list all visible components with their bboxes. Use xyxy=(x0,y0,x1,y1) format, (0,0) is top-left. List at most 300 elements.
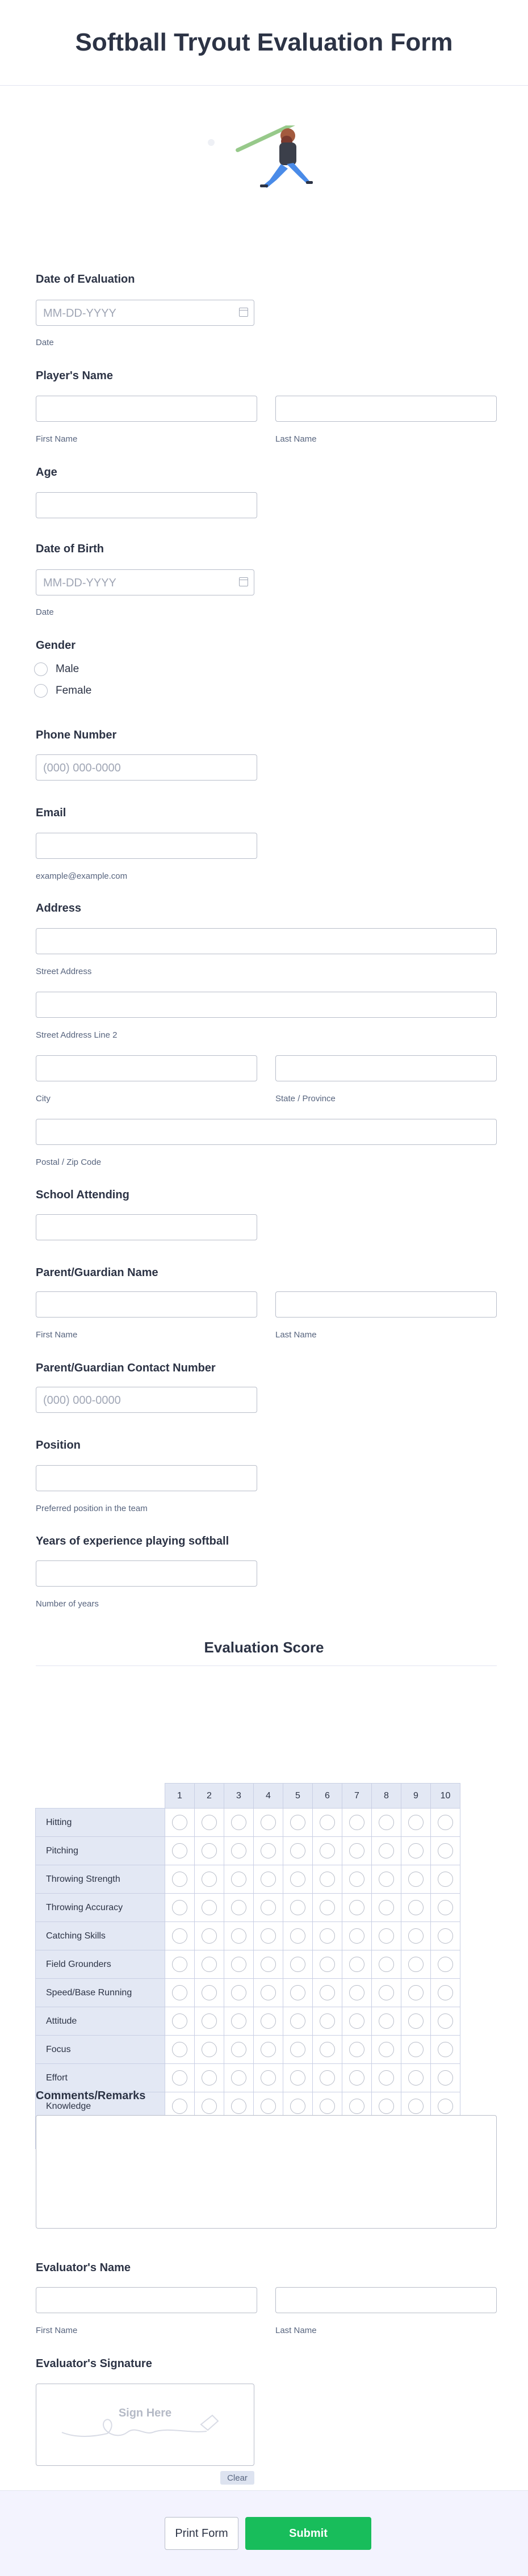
radio-icon[interactable] xyxy=(290,1957,305,1972)
matrix-cell[interactable] xyxy=(195,2036,224,2064)
evaluation-heading: Evaluation Score xyxy=(204,1639,324,1656)
radio-icon[interactable] xyxy=(261,1815,276,1830)
matrix-row xyxy=(36,1950,460,1979)
print-form-button[interactable]: Print Form xyxy=(165,2517,238,2550)
radio-icon[interactable] xyxy=(438,1843,453,1858)
calendar-icon[interactable] xyxy=(239,577,248,586)
gender-option-male[interactable] xyxy=(34,662,79,676)
matrix-cell[interactable] xyxy=(431,2064,460,2092)
radio-icon[interactable] xyxy=(320,1957,335,1972)
radio-icon[interactable] xyxy=(408,1843,424,1858)
radio-icon[interactable] xyxy=(349,1957,364,1972)
matrix-cell[interactable] xyxy=(195,1837,224,1865)
guardian-name-label: Parent/Guardian Name xyxy=(36,1266,158,1279)
radio-icon[interactable] xyxy=(290,2099,305,2114)
radio-icon[interactable] xyxy=(438,2013,453,2029)
matrix-cell[interactable] xyxy=(224,1894,254,1922)
radio-icon[interactable] xyxy=(290,1843,305,1858)
radio-icon[interactable] xyxy=(320,1872,335,1887)
radio-icon[interactable] xyxy=(438,2042,453,2057)
guardian-contact-label: Parent/Guardian Contact Number xyxy=(36,1362,216,1374)
matrix-cell[interactable] xyxy=(372,1950,401,1979)
radio-icon[interactable] xyxy=(261,2013,276,2029)
matrix-cell[interactable] xyxy=(195,1922,224,1950)
date-of-birth-placeholder: MM-DD-YYYY xyxy=(43,577,116,589)
radio-icon[interactable] xyxy=(408,1900,424,1915)
matrix-cell[interactable] xyxy=(283,1809,313,1837)
radio-icon[interactable] xyxy=(261,2042,276,2057)
position-sublabel: Preferred position in the team xyxy=(36,1504,148,1513)
matrix-cell[interactable] xyxy=(431,1894,460,1922)
matrix-cell[interactable] xyxy=(283,2036,313,2064)
guardian-last-name-input[interactable] xyxy=(275,1291,497,1318)
phone-input[interactable] xyxy=(36,754,257,781)
radio-icon[interactable] xyxy=(320,1985,335,2000)
radio-icon[interactable] xyxy=(290,1900,305,1915)
radio-icon[interactable] xyxy=(231,2070,246,2086)
matrix-cell[interactable] xyxy=(342,2036,372,2064)
matrix-cell[interactable] xyxy=(313,1950,342,1979)
radio-icon[interactable] xyxy=(202,1985,217,2000)
softball-batter-illustration xyxy=(202,125,332,191)
radio-icon[interactable] xyxy=(172,1872,187,1887)
radio-icon[interactable] xyxy=(202,1843,217,1858)
matrix-cell[interactable] xyxy=(224,1922,254,1950)
matrix-cell[interactable] xyxy=(224,1979,254,2007)
radio-icon[interactable] xyxy=(202,1900,217,1915)
matrix-row-label: Field Grounders xyxy=(36,1950,165,1979)
evaluator-last-name-input[interactable] xyxy=(275,2287,497,2313)
date-of-evaluation-placeholder: MM-DD-YYYY xyxy=(43,307,116,320)
radio-icon[interactable] xyxy=(202,2013,217,2029)
comments-textarea[interactable] xyxy=(36,2115,497,2229)
radio-icon[interactable] xyxy=(261,1843,276,1858)
matrix-cell[interactable] xyxy=(431,2036,460,2064)
matrix-cell[interactable] xyxy=(254,2036,283,2064)
radio-icon[interactable] xyxy=(290,1815,305,1830)
matrix-cell[interactable] xyxy=(372,1922,401,1950)
city-sublabel: City xyxy=(36,1094,51,1104)
radio-icon[interactable] xyxy=(172,2099,187,2114)
matrix-cell[interactable] xyxy=(165,1950,195,1979)
radio-icon[interactable] xyxy=(231,2099,246,2114)
matrix-row xyxy=(36,1865,460,1894)
radio-icon[interactable] xyxy=(172,1957,187,1972)
radio-icon[interactable] xyxy=(202,2070,217,2086)
matrix-cell[interactable] xyxy=(224,2036,254,2064)
radio-icon[interactable] xyxy=(408,2042,424,2057)
email-input[interactable] xyxy=(36,833,257,859)
radio-icon[interactable] xyxy=(320,2099,335,2114)
player-last-name-input[interactable] xyxy=(275,396,497,422)
radio-icon[interactable] xyxy=(202,1872,217,1887)
matrix-cell[interactable] xyxy=(195,1979,224,2007)
radio-icon[interactable] xyxy=(349,1815,364,1830)
matrix-cell[interactable] xyxy=(401,2007,431,2036)
matrix-cell[interactable] xyxy=(165,1809,195,1837)
matrix-cell[interactable] xyxy=(165,1979,195,2007)
radio-icon[interactable] xyxy=(438,2099,453,2114)
radio-icon[interactable] xyxy=(349,1900,364,1915)
matrix-row xyxy=(36,1894,460,1922)
matrix-cell[interactable] xyxy=(401,2036,431,2064)
radio-icon[interactable] xyxy=(349,2042,364,2057)
radio-icon[interactable] xyxy=(408,1872,424,1887)
matrix-cell[interactable] xyxy=(372,2064,401,2092)
matrix-cell[interactable] xyxy=(431,1865,460,1894)
matrix-cell[interactable] xyxy=(224,2064,254,2092)
radio-icon[interactable] xyxy=(349,1843,364,1858)
radio-icon[interactable] xyxy=(349,1872,364,1887)
matrix-cell[interactable] xyxy=(313,1979,342,2007)
matrix-cell[interactable] xyxy=(195,1894,224,1922)
matrix-cell[interactable] xyxy=(342,1809,372,1837)
matrix-row xyxy=(36,1979,460,2007)
matrix-cell[interactable] xyxy=(195,2064,224,2092)
radio-icon[interactable] xyxy=(261,1928,276,1944)
matrix-cell[interactable] xyxy=(283,1922,313,1950)
matrix-cell[interactable] xyxy=(165,1837,195,1865)
matrix-row-label: Focus xyxy=(36,2036,165,2064)
experience-input[interactable] xyxy=(36,1560,257,1587)
radio-icon[interactable] xyxy=(290,2013,305,2029)
matrix-cell[interactable] xyxy=(165,1865,195,1894)
radio-icon[interactable] xyxy=(261,1985,276,2000)
matrix-cell[interactable] xyxy=(313,2036,342,2064)
radio-icon[interactable] xyxy=(172,2013,187,2029)
radio-icon[interactable] xyxy=(349,1985,364,2000)
radio-icon[interactable] xyxy=(231,1900,246,1915)
radio-icon[interactable] xyxy=(408,2070,424,2086)
matrix-cell[interactable] xyxy=(165,1922,195,1950)
matrix-cell[interactable] xyxy=(431,1809,460,1837)
radio-icon[interactable] xyxy=(261,2070,276,2086)
guardian-last-name-sublabel: Last Name xyxy=(275,1330,317,1340)
radio-icon[interactable] xyxy=(438,1900,453,1915)
submit-button[interactable]: Submit xyxy=(245,2517,371,2550)
matrix-column-header: 5 xyxy=(283,1784,313,1809)
date-of-evaluation-label: Date of Evaluation xyxy=(36,273,135,286)
date-of-evaluation-input[interactable] xyxy=(36,300,254,326)
matrix-column-header: 9 xyxy=(401,1784,431,1809)
radio-icon[interactable] xyxy=(172,1928,187,1944)
radio-icon[interactable] xyxy=(231,1985,246,2000)
radio-icon[interactable] xyxy=(320,2042,335,2057)
guardian-first-name-sublabel: First Name xyxy=(36,1330,78,1340)
matrix-cell[interactable] xyxy=(372,1837,401,1865)
matrix-cell[interactable] xyxy=(313,1865,342,1894)
radio-icon[interactable] xyxy=(172,1985,187,2000)
matrix-cell[interactable] xyxy=(342,1894,372,1922)
matrix-cell[interactable] xyxy=(342,1979,372,2007)
radio-icon[interactable] xyxy=(349,1928,364,1944)
radio-icon[interactable] xyxy=(379,2013,394,2029)
matrix-cell[interactable] xyxy=(401,1950,431,1979)
matrix-cell[interactable] xyxy=(372,1979,401,2007)
radio-icon[interactable] xyxy=(231,1815,246,1830)
matrix-cell[interactable] xyxy=(195,1950,224,1979)
radio-icon[interactable] xyxy=(349,2099,364,2114)
radio-icon[interactable] xyxy=(320,2070,335,2086)
clear-signature-button[interactable]: Clear xyxy=(220,2471,254,2485)
matrix-cell[interactable] xyxy=(431,1837,460,1865)
matrix-row-label: Hitting xyxy=(36,1809,165,1837)
street-address-line2-input[interactable] xyxy=(36,992,497,1018)
matrix-cell[interactable] xyxy=(254,1894,283,1922)
evaluator-last-name-sublabel: Last Name xyxy=(275,2326,317,2335)
matrix-cell[interactable] xyxy=(195,1865,224,1894)
street-address-input[interactable] xyxy=(36,928,497,954)
city-input[interactable] xyxy=(36,1055,257,1081)
calendar-icon[interactable] xyxy=(239,308,248,317)
radio-icon[interactable] xyxy=(379,1843,394,1858)
radio-icon[interactable] xyxy=(320,1928,335,1944)
matrix-cell[interactable] xyxy=(283,2064,313,2092)
position-label: Position xyxy=(36,1439,81,1451)
radio-icon[interactable] xyxy=(379,1985,394,2000)
radio-icon[interactable] xyxy=(261,1872,276,1887)
school-input[interactable] xyxy=(36,1214,257,1240)
radio-icon[interactable] xyxy=(320,1900,335,1915)
radio-icon[interactable] xyxy=(172,1900,187,1915)
radio-icon[interactable] xyxy=(408,2013,424,2029)
matrix-cell[interactable] xyxy=(313,2007,342,2036)
matrix-cell[interactable] xyxy=(165,1894,195,1922)
radio-icon[interactable] xyxy=(290,1928,305,1944)
signature-pad[interactable] xyxy=(36,2384,254,2466)
evaluator-name-label: Evaluator's Name xyxy=(36,2262,131,2274)
radio-icon[interactable] xyxy=(261,1900,276,1915)
matrix-cell[interactable] xyxy=(431,1950,460,1979)
evaluator-first-name-input[interactable] xyxy=(36,2287,257,2313)
radio-icon[interactable] xyxy=(349,2070,364,2086)
matrix-row xyxy=(36,2036,460,2064)
radio-icon[interactable] xyxy=(172,2042,187,2057)
radio-icon[interactable] xyxy=(290,1872,305,1887)
matrix-cell[interactable] xyxy=(401,1865,431,1894)
matrix-column-header: 10 xyxy=(431,1784,460,1809)
matrix-cell[interactable] xyxy=(254,1979,283,2007)
matrix-cell[interactable] xyxy=(342,1922,372,1950)
radio-icon[interactable] xyxy=(172,1815,187,1830)
matrix-cell[interactable] xyxy=(165,2036,195,2064)
experience-label: Years of experience playing softball xyxy=(36,1535,229,1547)
matrix-cell[interactable] xyxy=(372,1894,401,1922)
radio-icon[interactable] xyxy=(438,1815,453,1830)
age-input[interactable] xyxy=(36,492,257,518)
radio-icon[interactable] xyxy=(290,1985,305,2000)
postal-code-input[interactable] xyxy=(36,1119,497,1145)
street-address-sublabel: Street Address xyxy=(36,967,92,976)
address-label: Address xyxy=(36,902,82,914)
matrix-column-header: 8 xyxy=(372,1784,401,1809)
matrix-cell[interactable] xyxy=(401,1809,431,1837)
matrix-cell[interactable] xyxy=(254,1950,283,1979)
matrix-row xyxy=(36,1922,460,1950)
guardian-first-name-input[interactable] xyxy=(36,1291,257,1318)
signature-placeholder: Sign Here xyxy=(118,2407,172,2419)
signature-label: Evaluator's Signature xyxy=(36,2357,152,2370)
radio-icon[interactable] xyxy=(202,1957,217,1972)
matrix-cell[interactable] xyxy=(372,2007,401,2036)
matrix-cell[interactable] xyxy=(224,1837,254,1865)
radio-icon[interactable] xyxy=(202,2099,217,2114)
radio-icon[interactable] xyxy=(231,2013,246,2029)
matrix-corner xyxy=(36,1784,165,1809)
experience-sublabel: Number of years xyxy=(36,1599,99,1609)
matrix-cell[interactable] xyxy=(254,1922,283,1950)
form-title: Softball Tryout Evaluation Form xyxy=(75,28,453,56)
phone-label: Phone Number xyxy=(36,729,117,741)
radio-icon[interactable] xyxy=(379,2099,394,2114)
matrix-cell[interactable] xyxy=(254,1809,283,1837)
radio-icon[interactable] xyxy=(320,1815,335,1830)
matrix-cell[interactable] xyxy=(313,2064,342,2092)
matrix-cell[interactable] xyxy=(431,1922,460,1950)
matrix-column-header: 1 xyxy=(165,1784,195,1809)
matrix-cell[interactable] xyxy=(254,2064,283,2092)
matrix-cell[interactable] xyxy=(165,2007,195,2036)
radio-icon[interactable] xyxy=(172,2070,187,2086)
matrix-cell[interactable] xyxy=(283,1950,313,1979)
matrix-cell[interactable] xyxy=(224,1865,254,1894)
radio-icon[interactable] xyxy=(231,1872,246,1887)
matrix-cell[interactable] xyxy=(372,1809,401,1837)
radio-icon[interactable] xyxy=(349,2013,364,2029)
guardian-contact-placeholder: (000) 000-0000 xyxy=(43,1394,121,1407)
matrix-cell[interactable] xyxy=(283,1837,313,1865)
matrix-cell[interactable] xyxy=(254,2007,283,2036)
matrix-row xyxy=(36,2064,460,2092)
radio-icon[interactable] xyxy=(379,1872,394,1887)
radio-icon[interactable] xyxy=(290,2070,305,2086)
matrix-cell[interactable] xyxy=(224,2007,254,2036)
matrix-cell[interactable] xyxy=(401,2064,431,2092)
matrix-cell[interactable] xyxy=(401,1922,431,1950)
radio-icon[interactable] xyxy=(320,2013,335,2029)
radio-icon[interactable] xyxy=(379,1815,394,1830)
matrix-column-header: 2 xyxy=(195,1784,224,1809)
radio-icon[interactable] xyxy=(202,1815,217,1830)
matrix-row-label: Speed/Base Running xyxy=(36,1979,165,2007)
radio-icon[interactable] xyxy=(231,2042,246,2057)
date-of-birth-input[interactable] xyxy=(36,569,254,595)
radio-icon[interactable] xyxy=(320,1843,335,1858)
radio-icon[interactable] xyxy=(379,1928,394,1944)
radio-icon[interactable] xyxy=(202,1928,217,1944)
radio-icon[interactable] xyxy=(34,662,48,676)
radio-icon[interactable] xyxy=(231,1843,246,1858)
matrix-cell[interactable] xyxy=(431,2007,460,2036)
state-sublabel: State / Province xyxy=(275,1094,336,1104)
matrix-cell[interactable] xyxy=(195,1809,224,1837)
date-of-birth-label: Date of Birth xyxy=(36,543,104,555)
matrix-cell[interactable] xyxy=(283,2007,313,2036)
radio-icon[interactable] xyxy=(231,1928,246,1944)
gender-option-label: Male xyxy=(56,663,79,675)
matrix-cell[interactable] xyxy=(165,2064,195,2092)
player-first-name-input[interactable] xyxy=(36,396,257,422)
matrix-cell[interactable] xyxy=(372,1865,401,1894)
matrix-cell[interactable] xyxy=(372,2036,401,2064)
school-label: School Attending xyxy=(36,1189,129,1201)
matrix-cell[interactable] xyxy=(313,1894,342,1922)
matrix-row-label: Effort xyxy=(36,2064,165,2092)
matrix-row-label: Attitude xyxy=(36,2007,165,2036)
radio-icon[interactable] xyxy=(379,2070,394,2086)
date-of-evaluation-sublabel: Date xyxy=(36,338,54,347)
player-last-name-sublabel: Last Name xyxy=(275,434,317,444)
radio-icon[interactable] xyxy=(438,1985,453,2000)
matrix-cell[interactable] xyxy=(401,1837,431,1865)
radio-icon[interactable] xyxy=(379,1957,394,1972)
state-input[interactable] xyxy=(275,1055,497,1081)
email-sublabel: example@example.com xyxy=(36,871,128,881)
matrix-cell[interactable] xyxy=(342,1950,372,1979)
radio-icon[interactable] xyxy=(438,2070,453,2086)
position-input[interactable] xyxy=(36,1465,257,1491)
matrix-cell[interactable] xyxy=(313,1922,342,1950)
matrix-cell[interactable] xyxy=(401,1979,431,2007)
matrix-cell[interactable] xyxy=(224,1809,254,1837)
radio-icon[interactable] xyxy=(34,684,48,698)
radio-icon[interactable] xyxy=(379,1900,394,1915)
radio-icon[interactable] xyxy=(408,1815,424,1830)
radio-icon[interactable] xyxy=(231,1957,246,1972)
radio-icon[interactable] xyxy=(261,2099,276,2114)
radio-icon[interactable] xyxy=(261,1957,276,1972)
radio-icon[interactable] xyxy=(438,1872,453,1887)
matrix-cell[interactable] xyxy=(195,2007,224,2036)
email-label: Email xyxy=(36,807,66,819)
form-header xyxy=(0,0,528,86)
matrix-cell[interactable] xyxy=(431,1979,460,2007)
form-footer xyxy=(0,2490,528,2576)
matrix-column-header: 4 xyxy=(254,1784,283,1809)
radio-icon[interactable] xyxy=(438,1928,453,1944)
matrix-cell[interactable] xyxy=(283,1894,313,1922)
radio-icon[interactable] xyxy=(438,1957,453,1972)
radio-icon[interactable] xyxy=(408,1928,424,1944)
evaluator-first-name-sublabel: First Name xyxy=(36,2326,78,2335)
matrix-cell[interactable] xyxy=(313,1809,342,1837)
radio-icon[interactable] xyxy=(202,2042,217,2057)
radio-icon[interactable] xyxy=(408,2099,424,2114)
radio-icon[interactable] xyxy=(408,1957,424,1972)
gender-label: Gender xyxy=(36,639,76,652)
radio-icon[interactable] xyxy=(290,2042,305,2057)
matrix-cell[interactable] xyxy=(224,1950,254,1979)
radio-icon[interactable] xyxy=(408,1985,424,2000)
matrix-cell[interactable] xyxy=(342,1865,372,1894)
matrix-cell[interactable] xyxy=(401,1894,431,1922)
radio-icon[interactable] xyxy=(172,1843,187,1858)
matrix-cell[interactable] xyxy=(254,1837,283,1865)
matrix-cell[interactable] xyxy=(342,2007,372,2036)
matrix-cell[interactable] xyxy=(283,1979,313,2007)
matrix-cell[interactable] xyxy=(342,1837,372,1865)
matrix-cell[interactable] xyxy=(342,2064,372,2092)
guardian-contact-input[interactable] xyxy=(36,1387,257,1413)
radio-icon[interactable] xyxy=(379,2042,394,2057)
gender-option-female[interactable] xyxy=(34,684,91,698)
matrix-cell[interactable] xyxy=(313,1837,342,1865)
matrix-row-label: Throwing Accuracy xyxy=(36,1894,165,1922)
matrix-cell[interactable] xyxy=(283,1865,313,1894)
postal-code-sublabel: Postal / Zip Code xyxy=(36,1157,102,1167)
comments-label: Comments/Remarks xyxy=(36,2090,146,2102)
matrix-cell[interactable] xyxy=(254,1865,283,1894)
